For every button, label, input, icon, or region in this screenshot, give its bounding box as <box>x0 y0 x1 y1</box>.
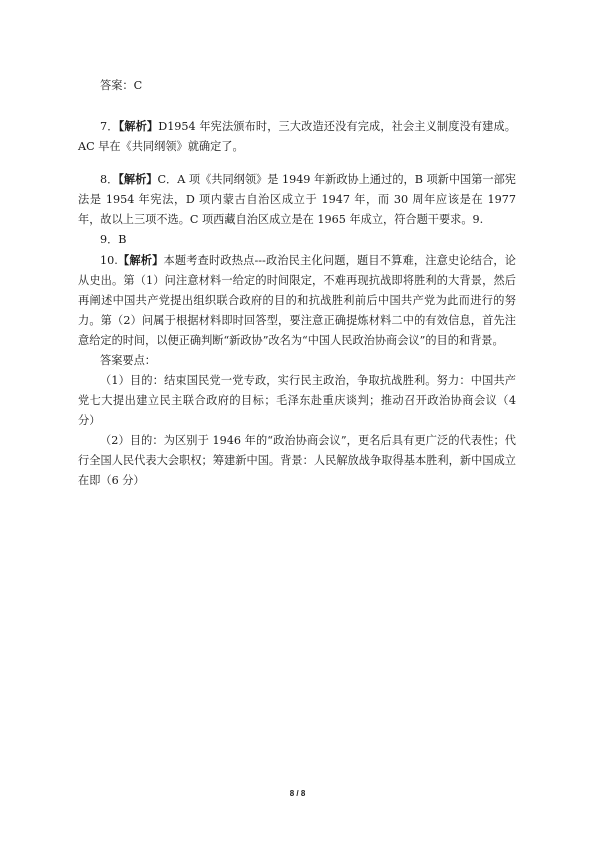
question-8-explanation <box>78 169 516 230</box>
question-8-text: C．A 项《共同纲领》是 1949 年新政协上通过的，B 项新中国第一部宪法是 1954 年宪法，D 项内蒙古自治区成立于 1947 年，而 30 周年应该是在 1977 年，故以上三项不选。C 项西藏自治区成立是在 1965 年成立，符合题干要求。9. <box>78 173 516 226</box>
answer-line: 答案：C <box>100 79 143 92</box>
page-number: 8 / 8 <box>289 789 306 798</box>
question-10-explanation <box>78 250 516 351</box>
question-10-text: 本题考查时政热点---政治民主化问题，题目不算难，注意史论结合，论从史出。第（1）问注意材料一给定的时间限定，不难再现抗战即将胜利的大背景，然后再阐述中国共产党提出组织联合政府的目的和抗战胜利前后中国共产党为此而进行的努力。第（2）问属于根据材料即时回答型，要注意正确提炼材料二中的有效信息，首先注意给定的时间，以便正确判断“新政协”改名为“中国人民政治协商会议”的目的和背景。 <box>78 254 516 347</box>
question-7-text: D1954 年宪法颁布时，三大改造还没有完成，社会主义制度没有建成。AC 早在《共同纲领》就确定了。 <box>78 120 516 153</box>
question-8-number: 8． <box>100 173 119 186</box>
question-7-number: 7． <box>100 120 119 133</box>
question-10-tag: 【解析】 <box>117 253 164 267</box>
question-9-answer: 9．B <box>100 233 127 246</box>
question-8-tag: 【解析】 <box>118 172 158 186</box>
answer-point-1: （1）目的：结束国民党一党专政，实行民主政治，争取抗战胜利。努力：中国共产党七大提出建立民主联合政府的目标；毛泽东赴重庆谈判；推动召开政治协商会议（4 分） <box>78 374 516 427</box>
spacer <box>78 157 516 169</box>
spacer <box>78 96 516 116</box>
question-7-explanation <box>78 116 516 157</box>
question-7-tag: 【解析】 <box>118 119 159 133</box>
question-10-number: 10. <box>100 254 118 267</box>
answer-point-2: （2）目的：为区别于 1946 年的“政治协商会议”，更名后具有更广泛的代表性；代行全国人民代表大会职权；筹建新中国。背景：人民解放战争取得基本胜利，新中国成立在即（6 分） <box>78 434 516 487</box>
page-content <box>78 76 516 491</box>
answer-points-heading: 答案要点： <box>100 354 156 367</box>
